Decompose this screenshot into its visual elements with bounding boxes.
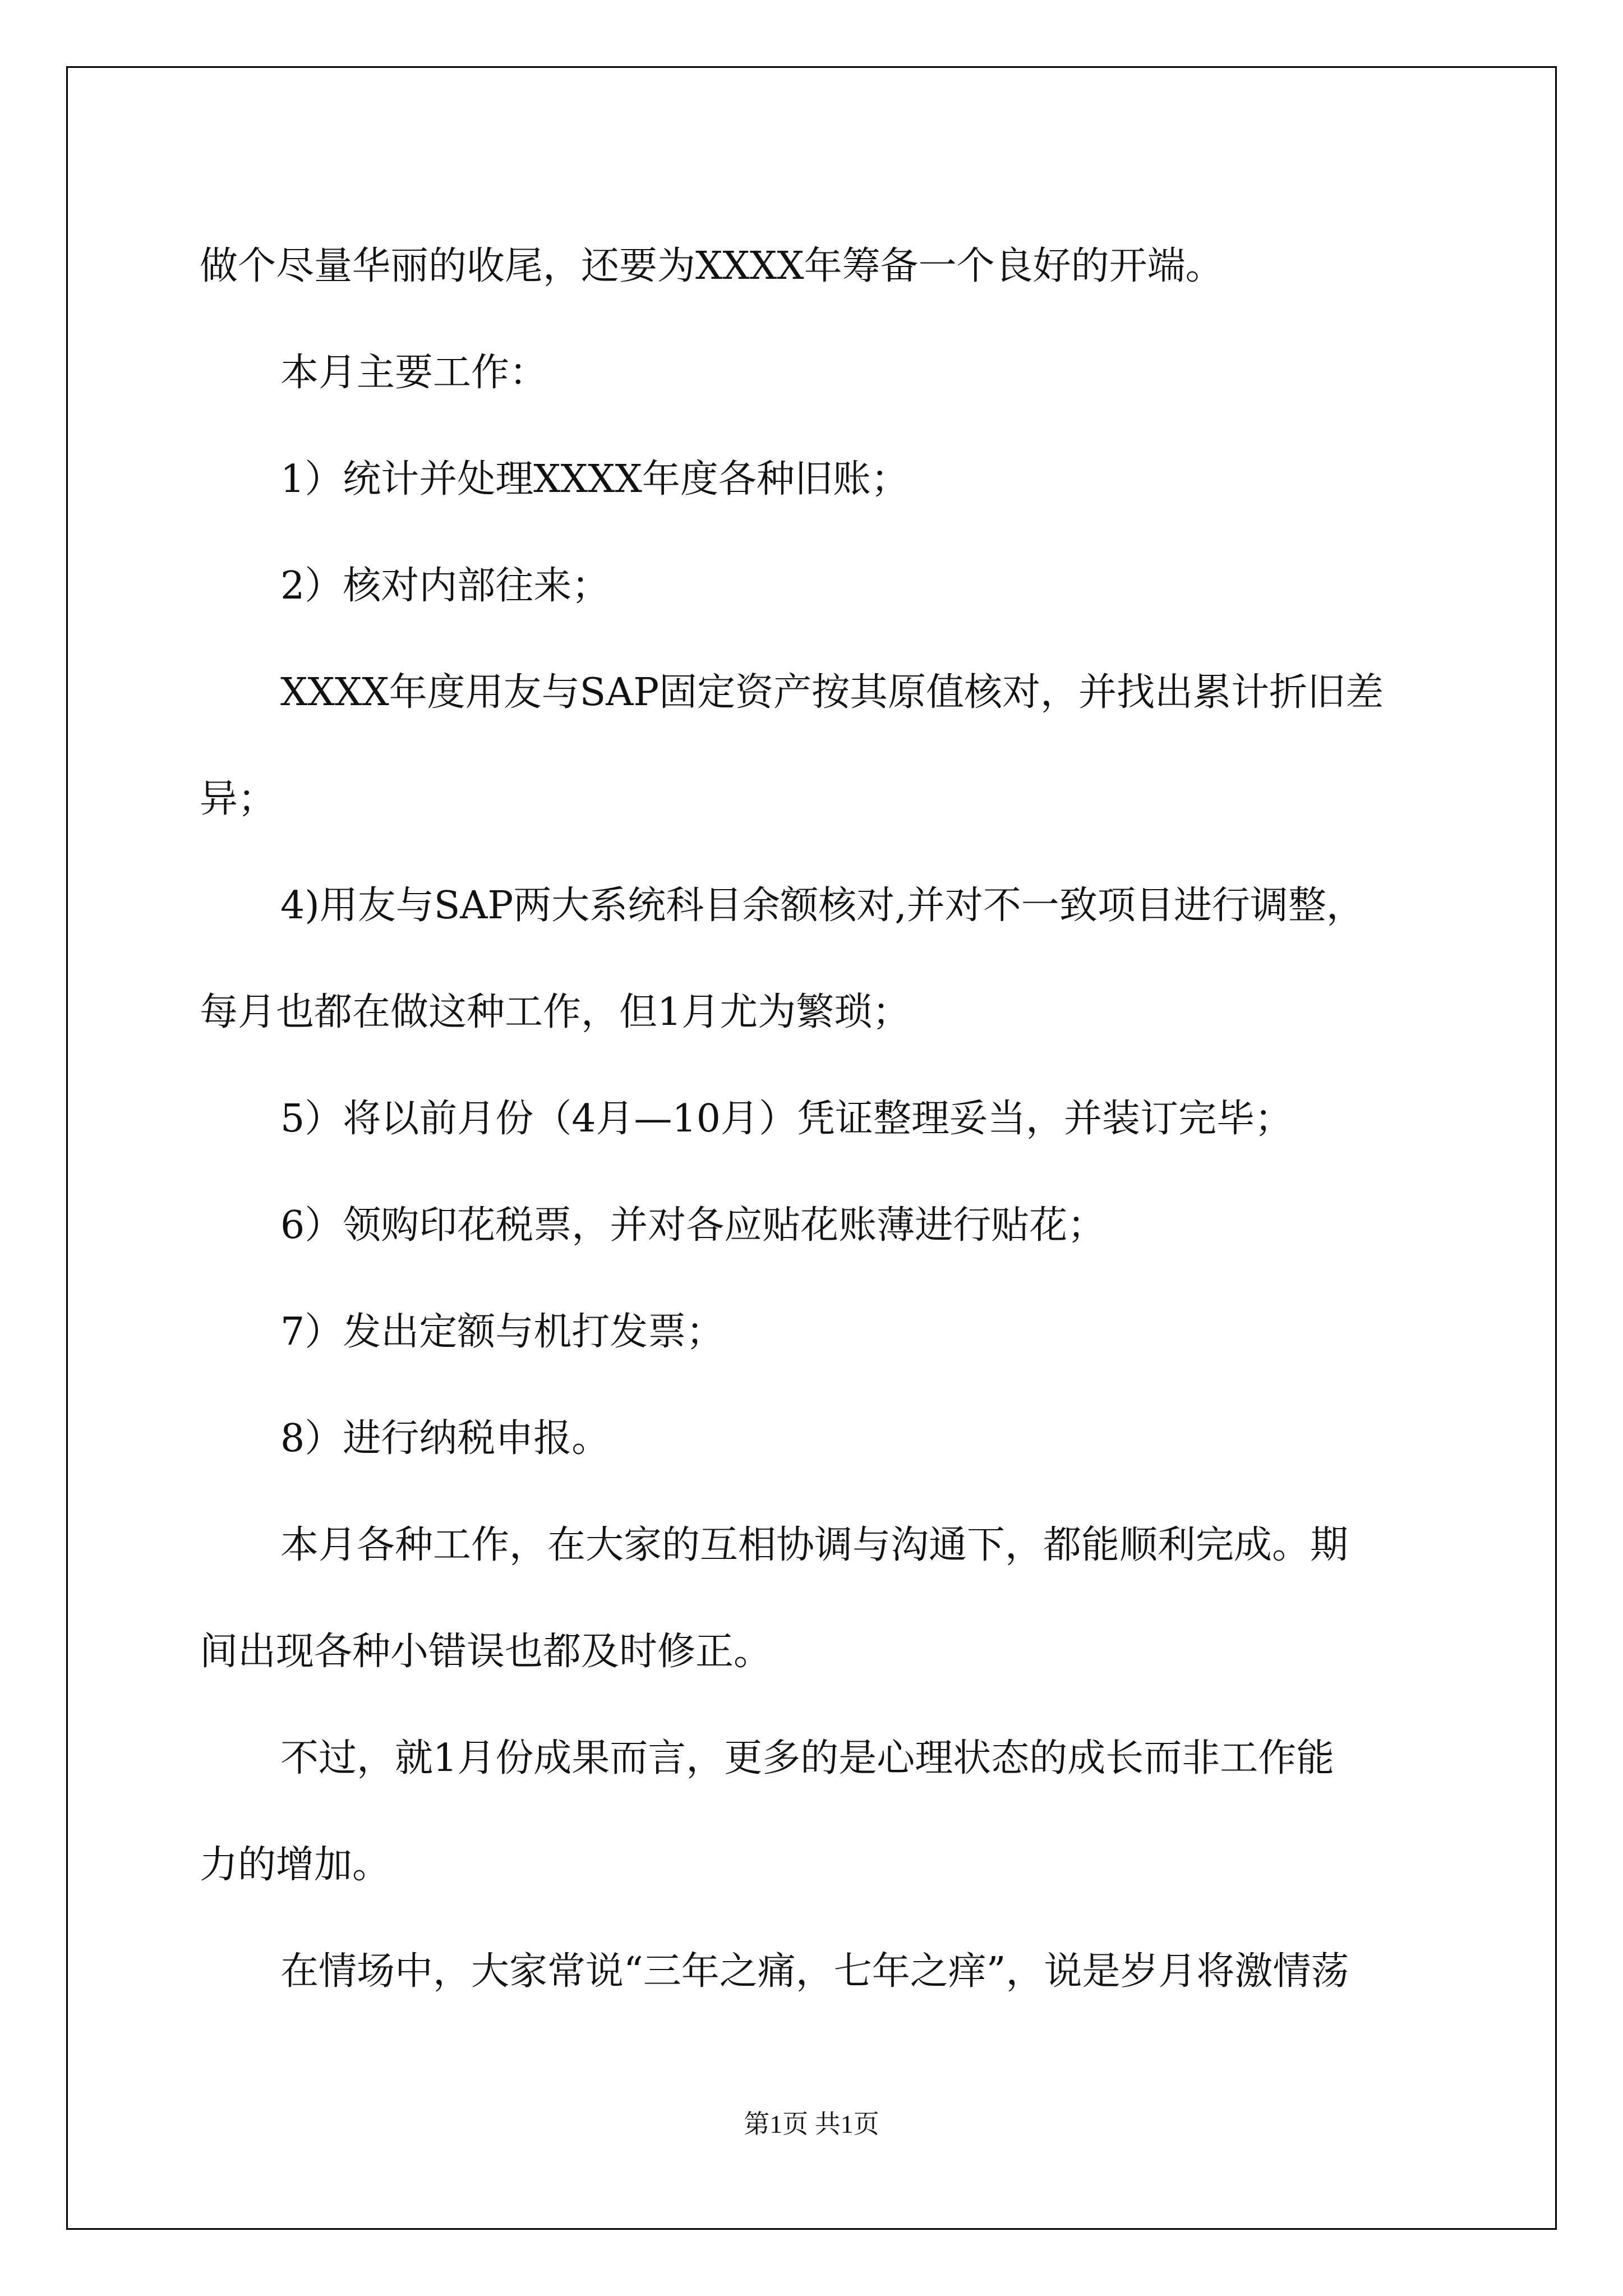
paragraph-line: 6）领购印花税票，并对各应贴花账薄进行贴花； [280, 1203, 1106, 1248]
paragraph-line: 5）将以前月份（4月—10月）凭证整理妥当，并装订完毕； [280, 1097, 1293, 1141]
paragraph-line: 8）进行纳税申报。 [280, 1416, 610, 1461]
paragraph-line: 7）发出定额与机打发票； [280, 1310, 725, 1354]
paragraph-line: 每月也都在做这种工作，但1月尤为繁琐； [200, 990, 911, 1034]
paragraph-line: 本月各种工作，在大家的互相协调与沟通下，都能顺利完成。期 [280, 1523, 1349, 1567]
paragraph-line: 异； [200, 777, 276, 821]
document-body [200, 213, 1433, 2025]
paragraph-line: 1）统计并处理XXXX年度各种旧账； [280, 457, 909, 501]
paragraph-line: 2）核对内部往来； [280, 564, 610, 608]
paragraph-line: 本月主要工作： [280, 351, 548, 395]
paragraph-line: XXXX年度用友与SAP固定资产按其原值核对，并找出累计折旧差 [280, 670, 1384, 715]
paragraph-line: 间出现各种小错误也都及时修正。 [200, 1630, 772, 1674]
paragraph-line: 做个尽量华丽的收尾，还要为XXXX年筹备一个良好的开端。 [200, 244, 1224, 288]
paragraph-line: 4)用友与SAP两大系统科目余额核对,并对不一致项目进行调整， [280, 884, 1364, 928]
paragraph-line: 在情场中，大家常说“三年之痛，七年之痒”，说是岁月将激情荡 [280, 1949, 1349, 1994]
paragraph-line: 力的增加。 [200, 1843, 391, 1887]
paragraph-line: 不过，就1月份成果而言，更多的是心理状态的成长而非工作能 [280, 1736, 1335, 1780]
page-number-footer: 第1页 共1页 [744, 2110, 879, 2138]
